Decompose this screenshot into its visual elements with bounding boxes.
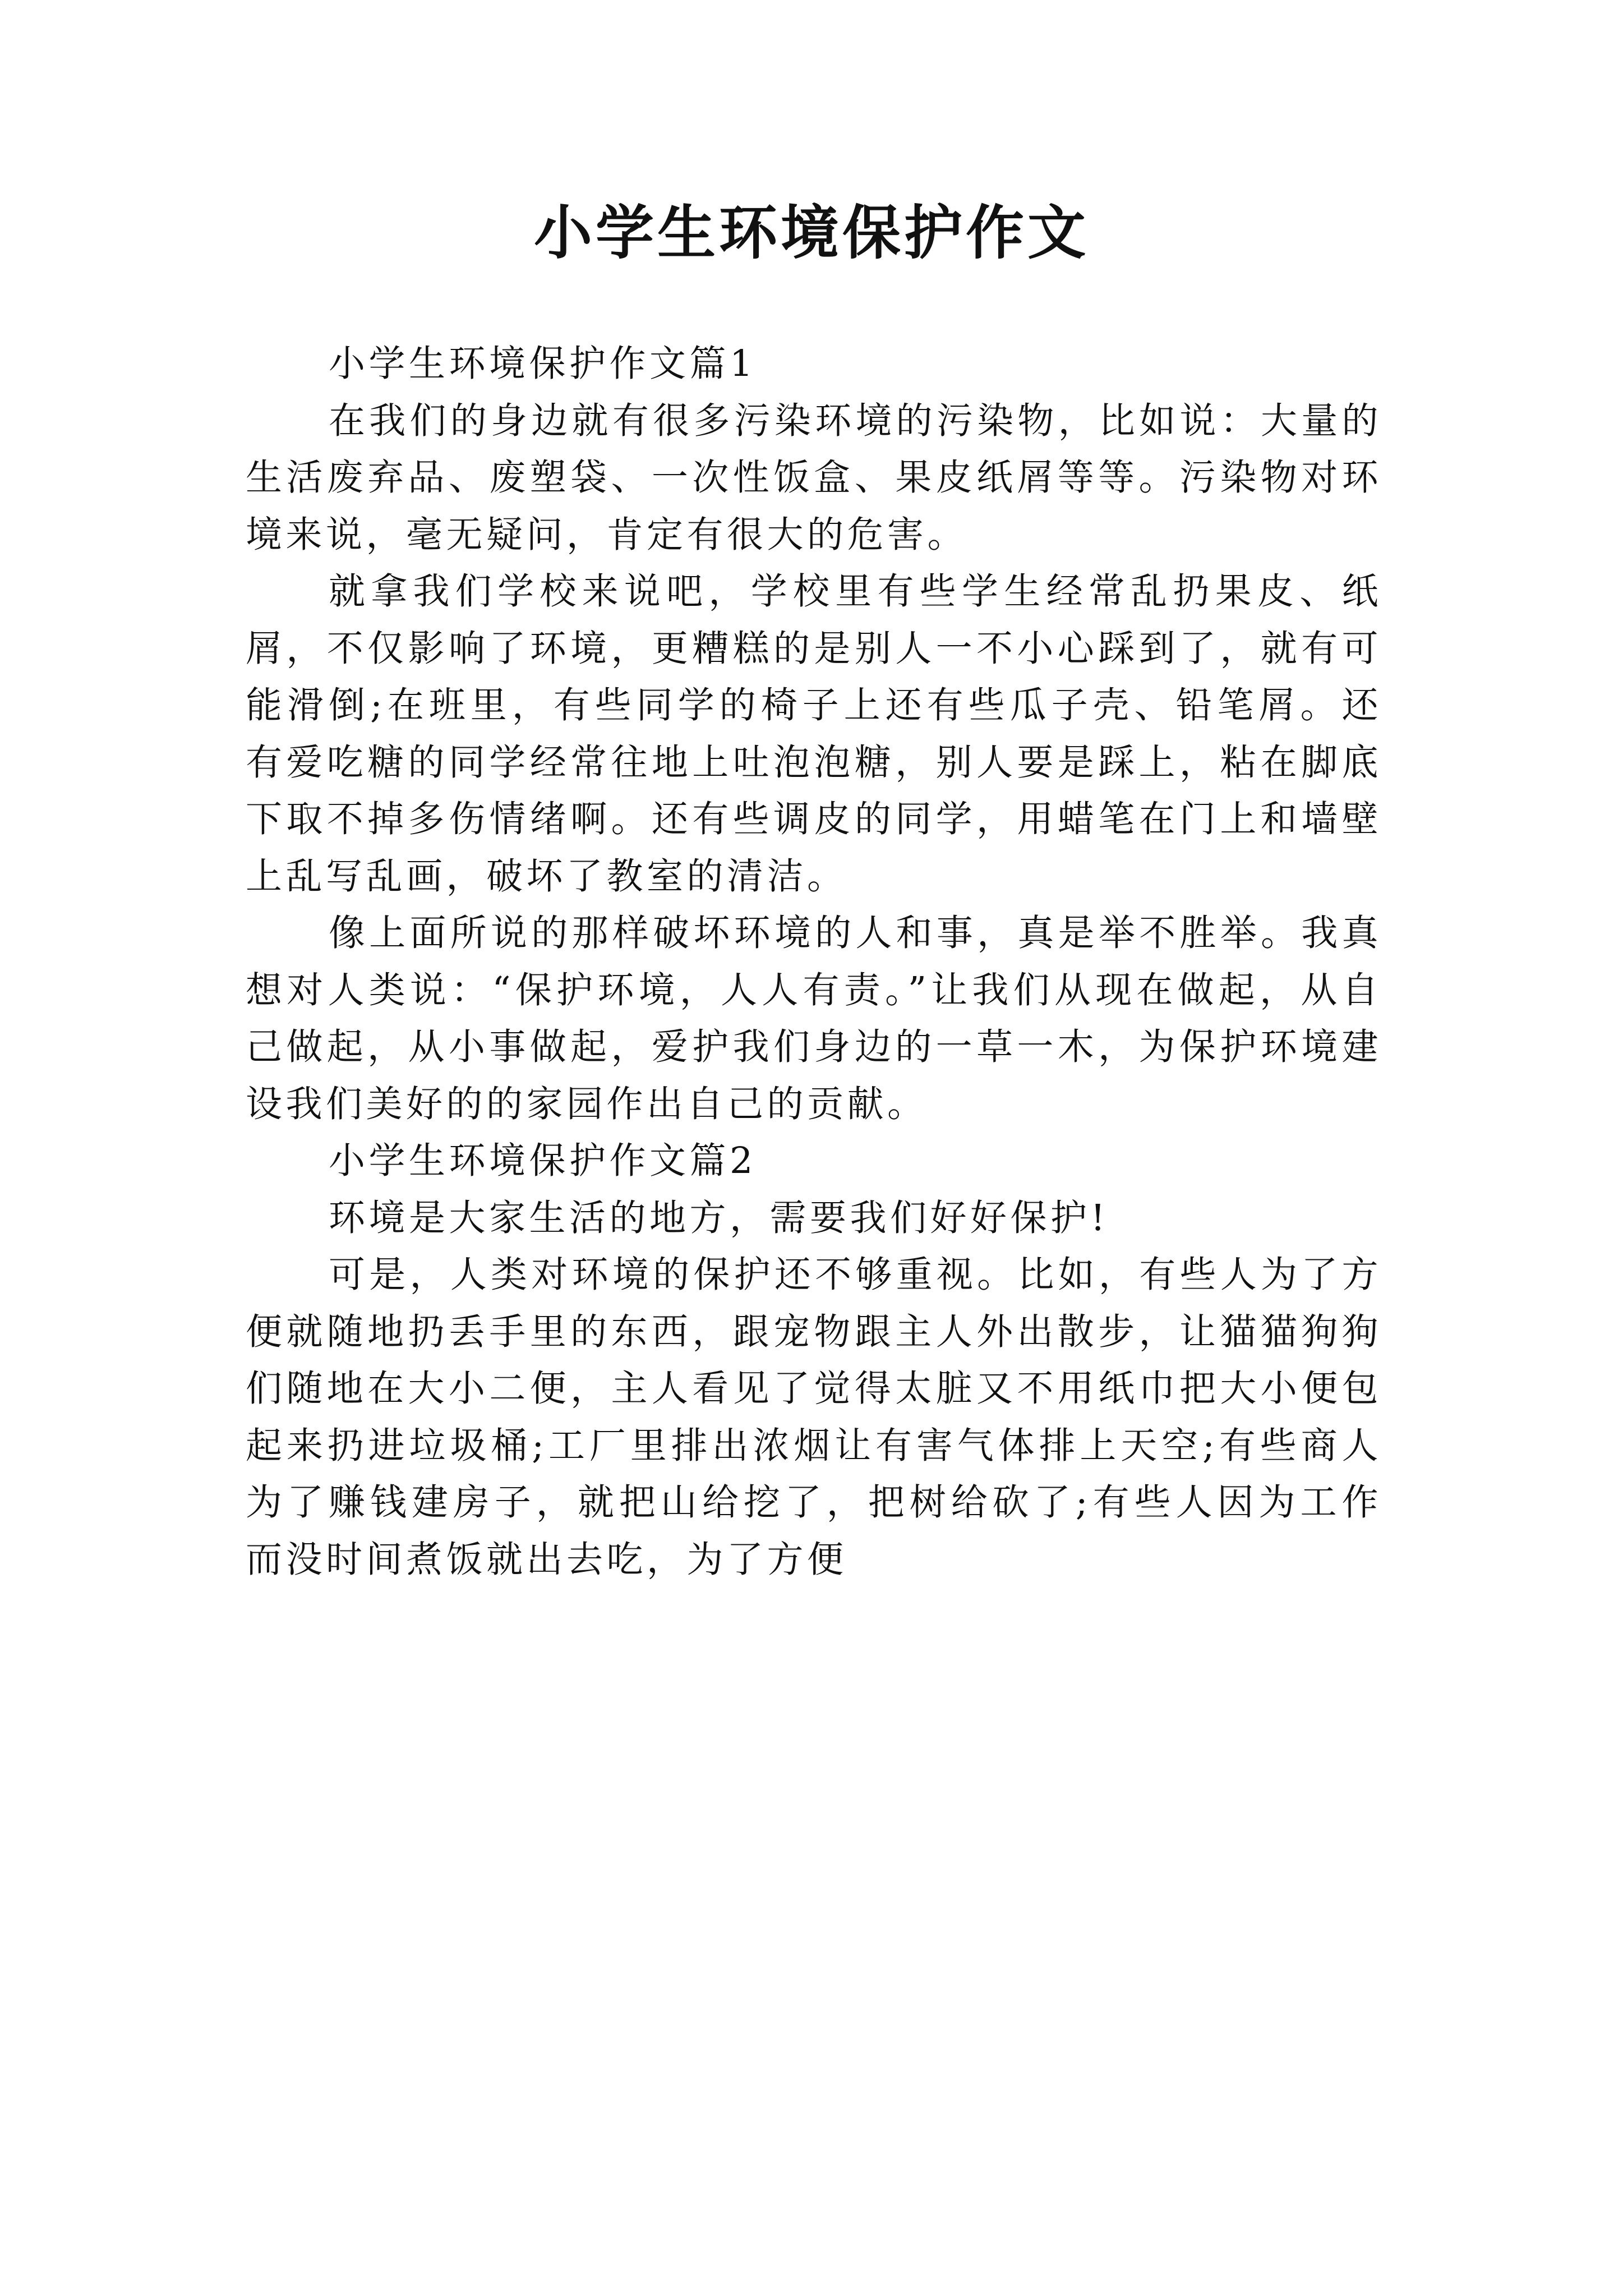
paragraph: 就拿我们学校来说吧，学校里有些学生经常乱扔果皮、纸屑，不仅影响了环境，更糟糕的是别人一不小心踩到了，就有可能滑倒;在班里，有些同学的椅子上还有些瓜子壳、铅笔屑。还有爱吃糖的同学经常往地上吐泡泡糖，别人要是踩上，粘在脚底下取不掉多伤情绪啊。还有些调皮的同学，用蜡笔在门上和墙壁上乱写乱画，破坏了教室的清洁。 xyxy=(246,570,1382,898)
paragraph: 像上面所说的那样破坏环境的人和事，真是举不胜举。我真想对人类说：“保护环境，人人有责。”让我们从现在做起，从自己做起，从小事做起，爱护我们身边的一草一木，为保护环境建设我们美好的的家园作出自己的贡献。 xyxy=(246,912,1382,1125)
document-body xyxy=(246,335,1382,1588)
section-heading-2: 小学生环境保护作文篇2 xyxy=(329,1140,757,1182)
section-heading-1: 小学生环境保护作文篇1 xyxy=(329,343,757,385)
paragraph: 在我们的身边就有很多污染环境的污染物，比如说：大量的生活废弃品、废塑袋、一次性饭盒、果皮纸屑等等。污染物对环境来说，毫无疑问，肯定有很大的危害。 xyxy=(246,399,1382,556)
paragraph: 环境是大家生活的地方，需要我们好好保护! xyxy=(329,1197,1109,1239)
paragraph: 可是，人类对环境的保护还不够重视。比如，有些人为了方便就随地扔丢手里的东西，跟宠物跟主人外出散步，让猫猫狗狗们随地在大小二便，主人看见了觉得太脏又不用纸巾把大小便包起来扔进垃圾桶;工厂里排出浓烟让有害气体排上天空;有些商人为了赚钱建房子，就把山给挖了，把树给砍了;有些人因为工作而没时间煮饭就出去吃，为了方便 xyxy=(246,1254,1382,1581)
document-title: 小学生环境保护作文 xyxy=(533,198,1089,267)
